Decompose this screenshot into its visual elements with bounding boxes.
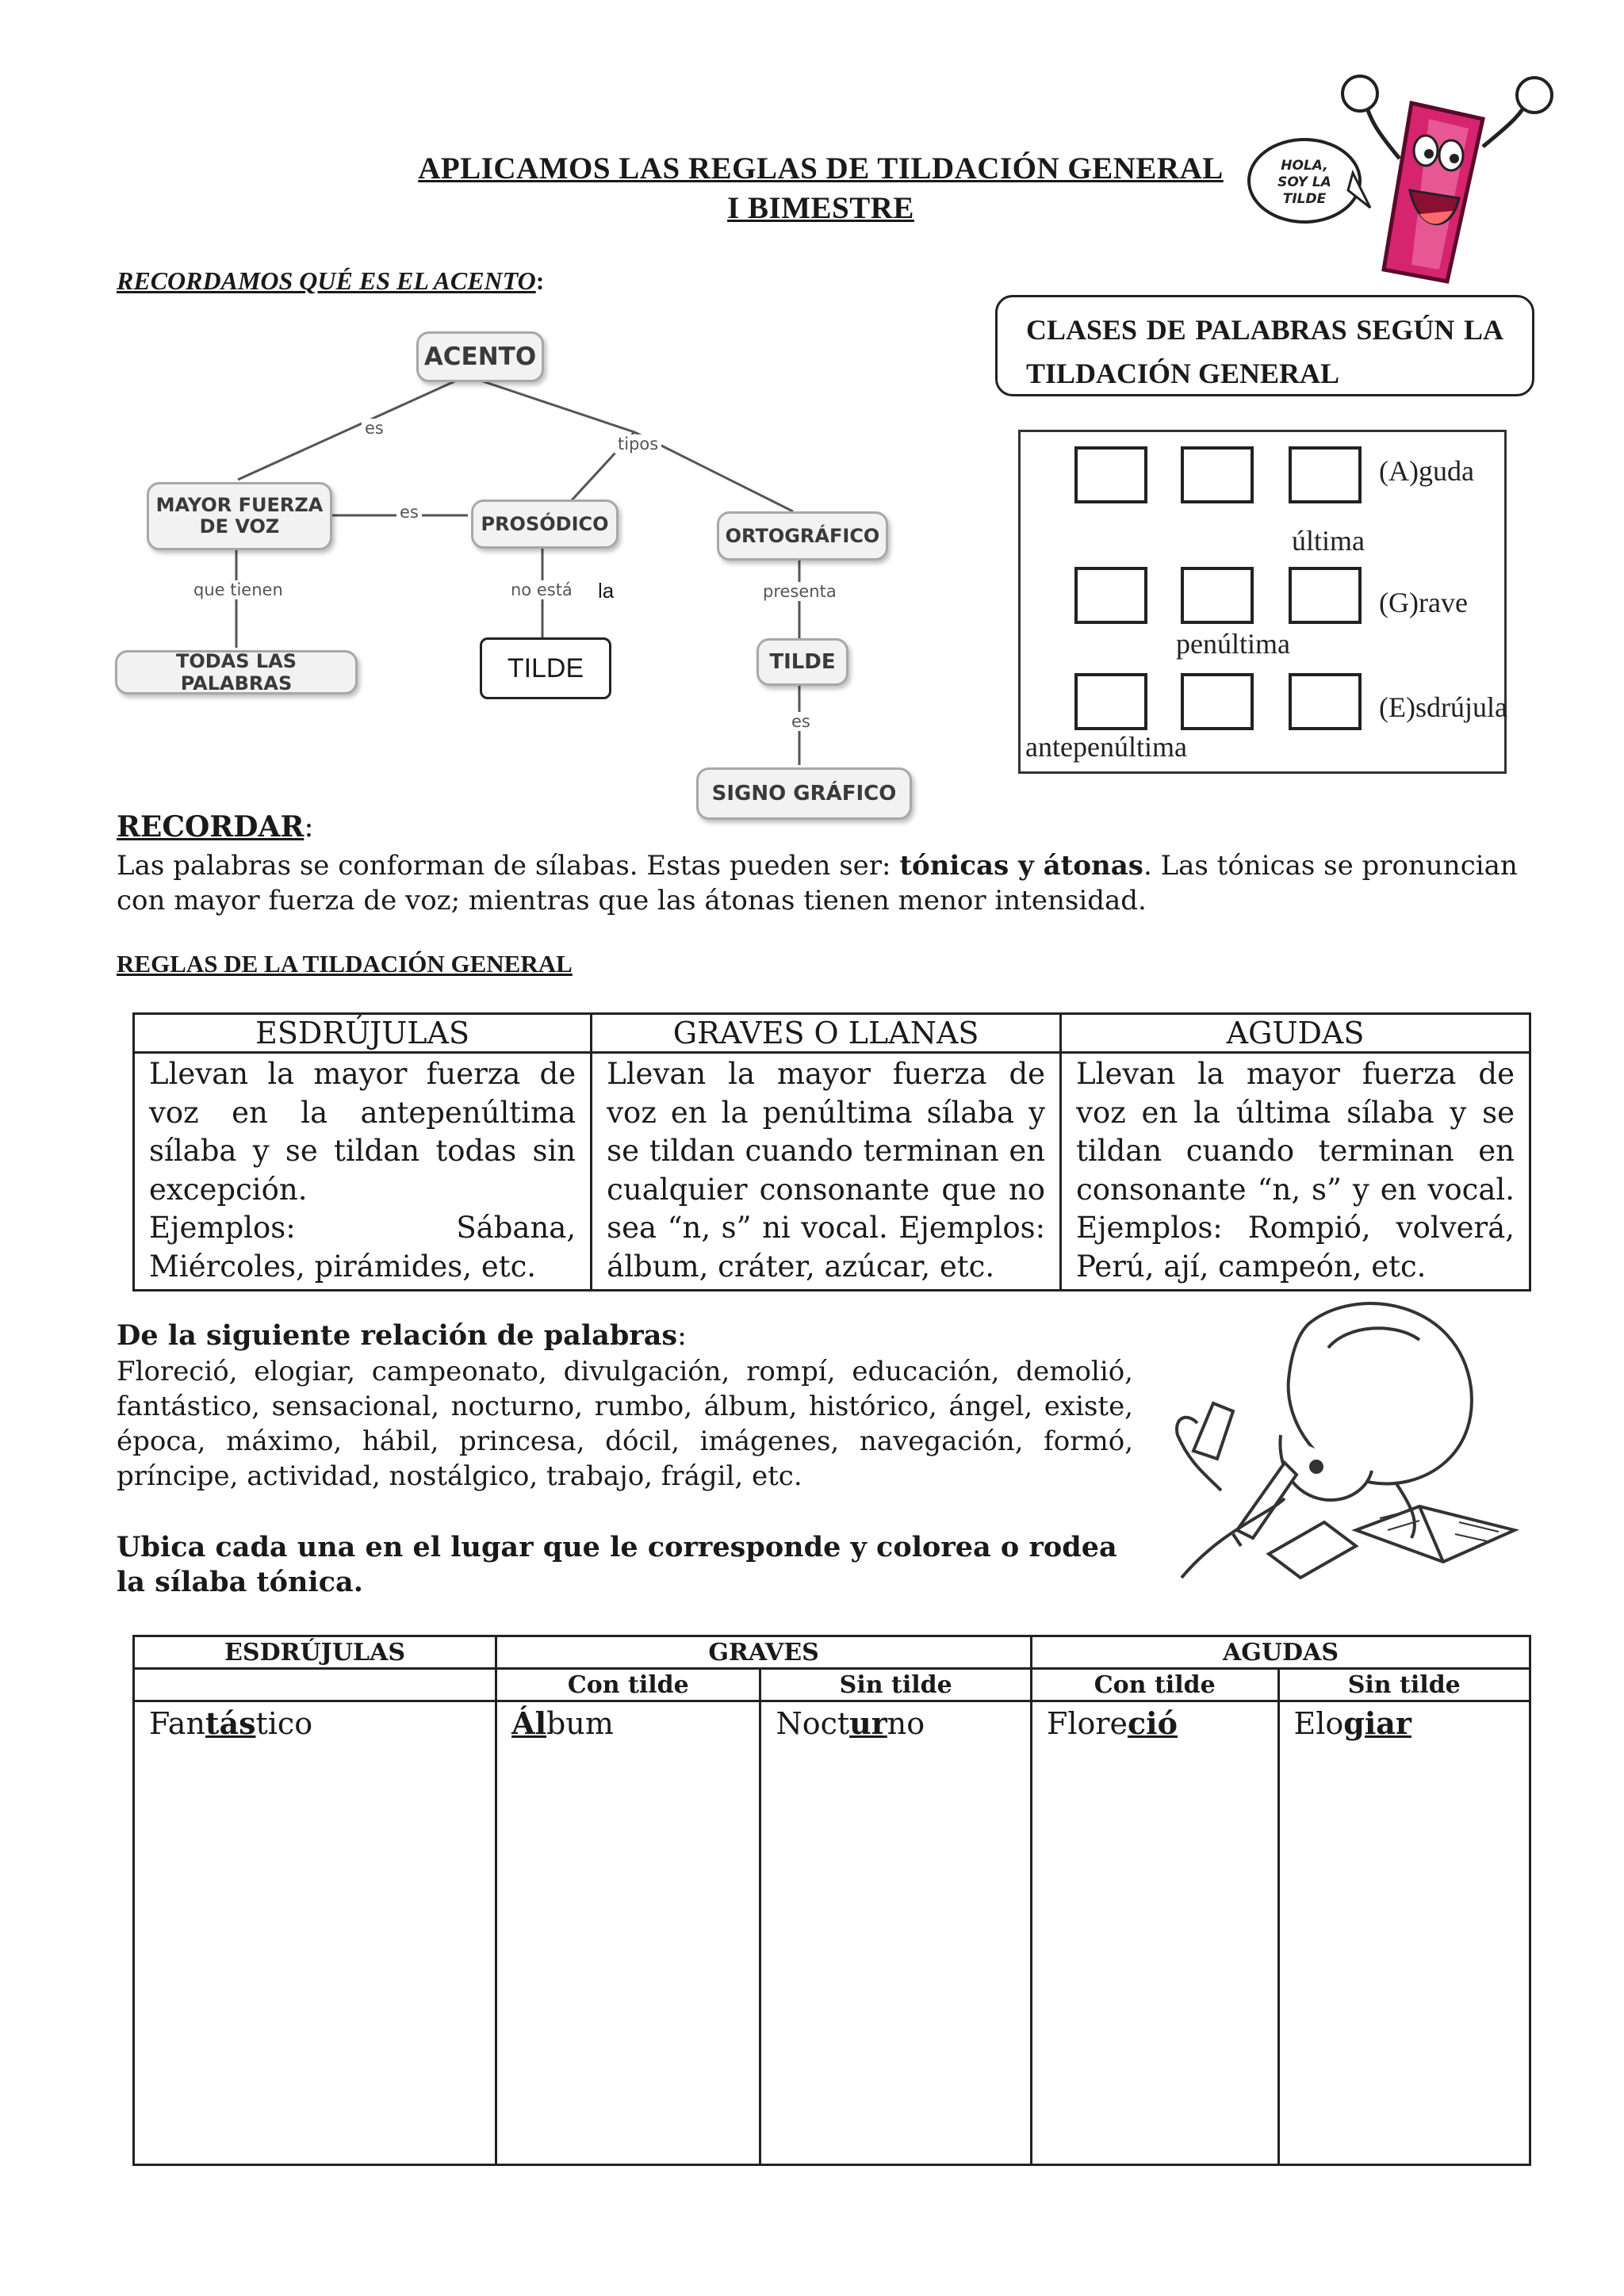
rule-graves: Llevan la mayor fuerza de voz en la penúltima sílaba y se tildan cuando terminan en cualquier consonante que no sea “n, s” ni vocal. Ejemplos: álbum, cráter, azúcar, etc. xyxy=(592,1053,1061,1291)
page-title: APLICAMOS LAS REGLAS DE TILDACIÓN GENERAL xyxy=(418,151,1224,186)
node-mayor-fuerza: MAYOR FUERZA DE VOZ xyxy=(147,482,332,550)
instruccion: Ubica cada una en el lugar que le corresponde y colorea o rodea la sílaba tónica. xyxy=(117,1531,1117,1598)
link-es: es xyxy=(362,419,387,438)
syllable-square-tonic xyxy=(1074,673,1147,730)
node-ortografico: ORTOGRÁFICO xyxy=(717,511,888,561)
label-antepenultima: antepenúltima xyxy=(1025,731,1187,763)
example-word: Floreció xyxy=(1046,1705,1178,1741)
syllable-square-tonic xyxy=(1289,446,1362,503)
syllable-square xyxy=(1181,673,1254,730)
concept-map-lines xyxy=(0,0,952,832)
header-esdrujulas: ESDRÚJULAS xyxy=(134,1014,592,1053)
link-es-2: es xyxy=(396,503,422,522)
reglas-heading: REGLAS DE LA TILDACIÓN GENERAL xyxy=(117,950,573,978)
link-es-3: es xyxy=(788,712,814,731)
example-word: Fantástico xyxy=(149,1705,313,1741)
example-word: Elogiar xyxy=(1293,1705,1411,1741)
tonic-syllable: Ál xyxy=(511,1705,547,1741)
node-acento: ACENTO xyxy=(416,331,544,382)
recordar-text: Las palabras se conforman de sílabas. Estas pueden ser: tónicas y átonas. Las tónicas se pronuncian con mayor fuerza de voz; mientras que las átonas tienen menor intensidad. xyxy=(117,850,1518,916)
example-word: Álbum xyxy=(511,1705,614,1741)
header-agudas-con-tilde: Con tilde xyxy=(1031,1669,1278,1701)
rules-table xyxy=(132,1012,1531,1292)
cell-graves-con-tilde[interactable] xyxy=(496,1701,760,2165)
recordar-heading: RECORDAR: xyxy=(117,810,314,844)
header-graves-con-tilde: Con tilde xyxy=(496,1669,760,1701)
cell-agudas-con-tilde[interactable] xyxy=(1031,1701,1278,2165)
syllable-square xyxy=(1289,567,1362,624)
recordamos-heading: RECORDAMOS QUÉ ES EL ACENTO: xyxy=(117,266,545,295)
bubble-line-3: TILDE xyxy=(1282,191,1327,207)
syllable-square xyxy=(1074,567,1147,624)
node-todas-las-palabras: TODAS LAS PALABRAS xyxy=(115,650,358,695)
header-agudas-sin-tilde: Sin tilde xyxy=(1278,1669,1530,1701)
rule-esdrujulas: Llevan la mayor fuerza de voz en la antepenúltima sílaba y se tildan todas sin excepción. Ejemplos: Sábana, Miércoles, pirámides, etc. xyxy=(134,1053,592,1291)
bubble-line-1: HOLA, xyxy=(1281,158,1328,174)
clases-grid xyxy=(1018,430,1507,774)
cell-esdrujulas[interactable] xyxy=(134,1701,496,2165)
link-presenta: presenta xyxy=(760,582,840,601)
syllable-square xyxy=(1181,446,1254,503)
link-tipos: tipos xyxy=(615,434,661,453)
header-esdrujulas: ESDRÚJULAS xyxy=(134,1636,496,1669)
relacion-words: Floreció, elogiar, campeonato, divulgación, rompí, educación, demolió, fantástico, sensacional, nocturno, rumbo, álbum, histórico, ángel, existe, época, máximo, hábil, princesa, dócil, imágenes, navegación, formó, príncipe, actividad, nostálgico, trabajo, frágil, etc. xyxy=(117,1356,1133,1492)
clases-palabras-box: CLASES DE PALABRAS SEGÚN LA TILDACIÓN GENERAL xyxy=(995,295,1534,396)
tilde-mascot-illustration xyxy=(1221,71,1562,285)
node-tilde-answer-box: TILDE xyxy=(480,637,611,699)
tonic-syllable: tás xyxy=(205,1705,256,1741)
label-grave: (G)rave xyxy=(1379,587,1468,618)
cell-agudas-sin-tilde[interactable] xyxy=(1278,1701,1530,2165)
syllable-square xyxy=(1289,673,1362,730)
header-graves: GRAVES O LLANAS xyxy=(592,1014,1061,1053)
page-subtitle: I BIMESTRE xyxy=(727,191,914,225)
header-graves: GRAVES xyxy=(496,1636,1032,1669)
header-esdrujulas-sub xyxy=(134,1669,496,1701)
classification-table xyxy=(132,1635,1531,2166)
cell-graves-sin-tilde[interactable] xyxy=(760,1701,1032,2165)
node-signo-grafico: SIGNO GRÁFICO xyxy=(696,767,912,820)
link-que-tienen: que tienen xyxy=(190,580,286,599)
label-ultima: última xyxy=(1292,525,1365,557)
tonic-syllable: ur xyxy=(849,1705,887,1741)
header-agudas: AGUDAS xyxy=(1061,1014,1530,1053)
label-aguda: (A)guda xyxy=(1379,455,1474,487)
example-word: Nocturno xyxy=(776,1705,925,1741)
boy-studying-illustration xyxy=(1158,1292,1538,1586)
tonic-syllable: ció xyxy=(1128,1705,1178,1741)
syllable-square xyxy=(1074,446,1147,503)
node-tilde: TILDE xyxy=(756,638,848,686)
header-agudas: AGUDAS xyxy=(1031,1636,1530,1669)
label-penultima: penúltima xyxy=(1176,628,1290,660)
link-la: la xyxy=(598,579,615,603)
tonic-syllable: giar xyxy=(1343,1705,1411,1741)
header-graves-sin-tilde: Sin tilde xyxy=(760,1669,1032,1701)
rule-agudas: Llevan la mayor fuerza de voz en la última sílaba y se tildan cuando terminan en consonante “n, s” y en vocal. Ejemplos: Rompió, volverá, Perú, ají, campeón, etc. xyxy=(1061,1053,1530,1291)
relacion-heading: De la siguiente relación de palabras: xyxy=(117,1319,687,1352)
link-no-esta: no está xyxy=(508,580,576,599)
syllable-square-tonic xyxy=(1181,567,1254,624)
speech-bubble-text xyxy=(1277,158,1331,207)
node-prosodico: PROSÓDICO xyxy=(471,499,619,549)
label-esdrujula: (E)sdrújula xyxy=(1379,691,1507,723)
bubble-line-2: SOY LA xyxy=(1277,174,1331,190)
